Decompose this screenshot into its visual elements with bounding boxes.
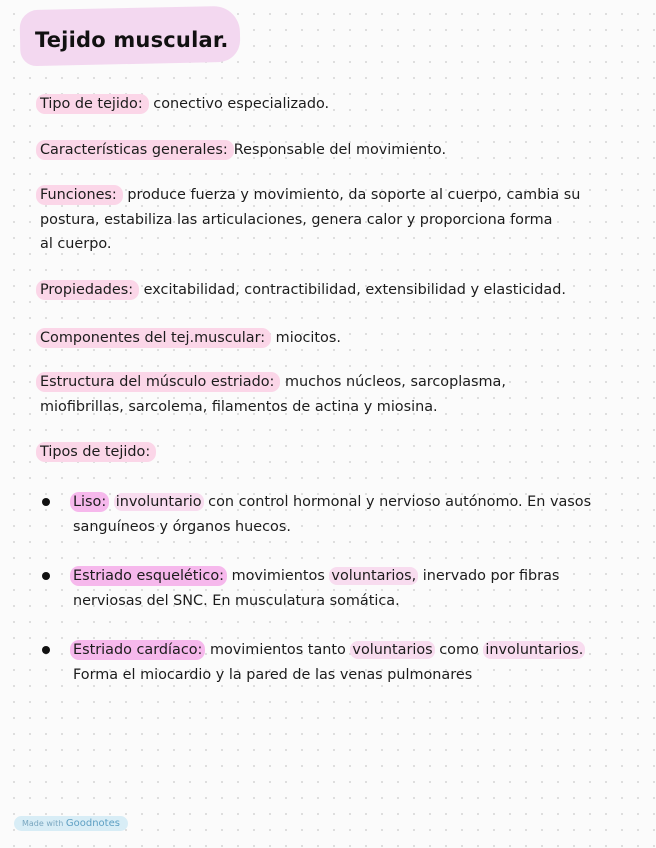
tipo-liso-item xyxy=(73,490,633,539)
tipo-text: conectivo especializado. xyxy=(148,96,330,112)
propiedades-line xyxy=(40,278,625,303)
estructura-label: Estructura del músculo estriado: xyxy=(36,372,280,392)
caracteristicas-label: Características generales: xyxy=(36,140,234,160)
footer-brand: Goodnotes xyxy=(65,818,120,829)
funciones-line-2: postura, estabiliza las articulaciones, genera calor y proporciona forma xyxy=(40,211,553,228)
funciones-line-3: al cuerpo. xyxy=(40,236,112,252)
liso-text-b: con control hormonal y nervioso autónomo. En vasos xyxy=(203,494,592,510)
cardiaco-text-b: como xyxy=(434,642,484,658)
caracteristicas-line xyxy=(40,138,625,163)
tipo-label: Tipo de tejido: xyxy=(36,94,149,114)
cardiaco-line-2: Forma el miocardio y la pared de las venas pulmonares xyxy=(73,666,473,683)
componentes-label: Componentes del tej.muscular: xyxy=(36,328,271,348)
esqueletico-text-a: movimientos xyxy=(227,568,330,584)
liso-highlight-involuntario: involuntario xyxy=(115,494,202,510)
footer-prefix: Made with xyxy=(22,819,64,828)
funciones-label: Funciones: xyxy=(36,185,123,205)
caracteristicas-text: Responsable del movimiento. xyxy=(233,142,447,158)
estructura-paragraph xyxy=(40,370,625,419)
funciones-line-1: produce fuerza y movimiento, da soporte al cuerpo, cambia su xyxy=(122,187,581,203)
page-title: Tejido muscular. xyxy=(35,28,229,52)
componentes-text: miocitos. xyxy=(271,330,341,346)
esqueletico-highlight-voluntarios: voluntarios, xyxy=(331,568,417,584)
title-block xyxy=(20,8,229,52)
bullet-icon xyxy=(42,646,50,654)
tipo-esqueletico-item xyxy=(73,564,633,613)
tipo-line xyxy=(40,92,625,117)
tipos-label: Tipos de tejido: xyxy=(36,442,156,462)
tipos-heading xyxy=(40,440,625,465)
funciones-paragraph xyxy=(40,183,625,257)
propiedades-label: Propiedades: xyxy=(36,280,139,300)
cardiaco-highlight-voluntarios: voluntarios xyxy=(352,642,433,658)
esqueletico-text-b: inervado por fibras xyxy=(418,568,560,584)
tipo-cardiaco-item xyxy=(73,638,633,687)
esqueletico-line-2: nerviosas del SNC. En musculatura somática. xyxy=(73,592,400,609)
goodnotes-badge[interactable] xyxy=(14,816,128,831)
propiedades-text: excitabilidad, contractibilidad, extensibilidad y elasticidad. xyxy=(139,282,566,298)
liso-label: Liso: xyxy=(70,492,109,512)
bullet-icon xyxy=(42,572,50,580)
componentes-line xyxy=(40,326,625,351)
esqueletico-label: Estriado esquelético: xyxy=(70,566,227,586)
estructura-line-1: muchos núcleos, sarcoplasma, xyxy=(280,374,506,390)
estructura-line-2: miofibrillas, sarcolema, filamentos de actina y miosina. xyxy=(40,398,438,415)
cardiaco-label: Estriado cardíaco: xyxy=(70,640,205,660)
bullet-icon xyxy=(42,498,50,506)
cardiaco-highlight-involuntarios: involuntarios. xyxy=(485,642,584,658)
liso-line-2: sanguíneos y órganos huecos. xyxy=(73,518,291,535)
cardiaco-text-a: movimientos tanto xyxy=(205,642,351,658)
